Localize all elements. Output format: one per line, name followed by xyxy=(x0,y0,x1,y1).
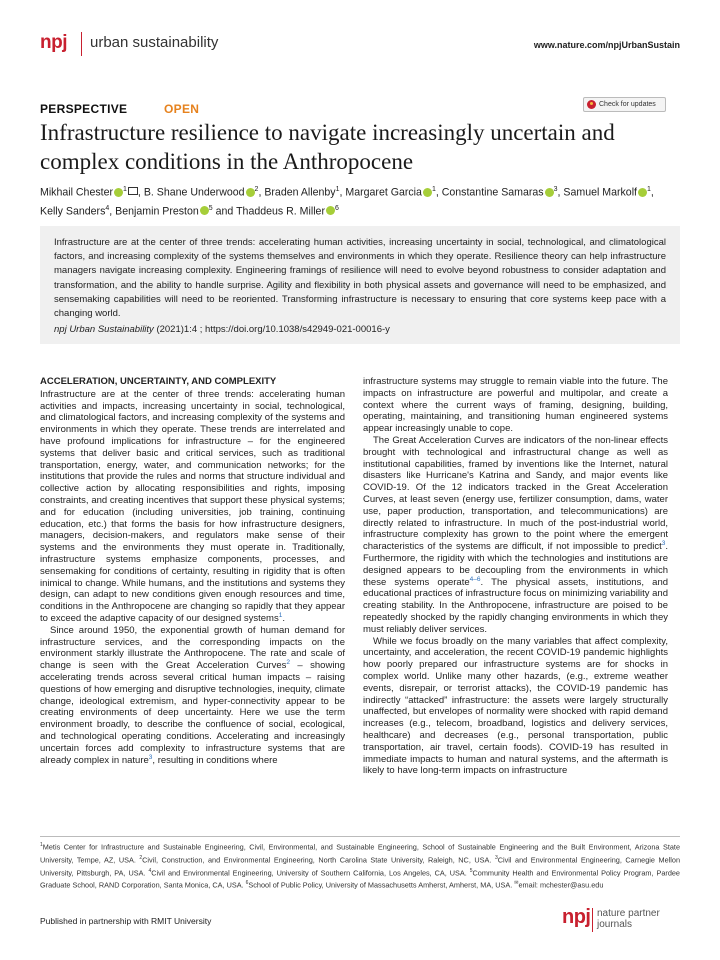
orcid-icon[interactable] xyxy=(638,188,647,197)
check-for-updates-label: Check for updates xyxy=(599,101,656,108)
author-list xyxy=(40,182,680,219)
author-name[interactable]: Kelly Sanders xyxy=(40,205,106,218)
mail-icon[interactable] xyxy=(128,187,138,195)
paragraph-text: . The physical assets, institutions, and educational practices of infrastructure focus on minimizing variability and creating stability. In the Anthropocene, infrastructure are poised to be repeatedly shocked by the rapidly changing environments in which they must reliably deliver services. xyxy=(363,576,669,635)
paragraph xyxy=(363,376,668,435)
author-affiliation-index: 1 xyxy=(431,186,436,193)
orcid-icon[interactable] xyxy=(326,206,335,215)
citation-journal: npj Urban Sustainability xyxy=(54,324,154,336)
footer-partner-text xyxy=(597,908,677,930)
article-type: PERSPECTIVE xyxy=(40,102,128,116)
reference-link[interactable]: 4–6 xyxy=(469,575,481,583)
affiliation-index: 5 xyxy=(469,867,473,874)
body-column-left xyxy=(40,376,345,766)
author-affiliation-index: 1 xyxy=(647,186,651,193)
paragraph-text: While we focus broadly on the many variables that affect complexity, uncertainty, and acceleration, the recent COVID-19 pandemic highlights how poorly prepared our infrastructure systems are for shocks in complex world. Unlike many other hazards, (e.g., extreme weather events, disrepair, or terrorist attacks), the COVID-19 pandemic has indirectly “attacked” infrastructure: the assets were largely structurally unaffected, but envelopes of normality were shocked with rapid demand increases (e.g., telecom, broadband, logistics and delivery services, healthcare) and decreases (e.g., personal transportation, public transportation, air travel, certain foods). COVID-19 has resulted in immediate impacts to human and natural systems, and the aftermath is likely to have long-term impacts on infrastructure xyxy=(363,635,668,777)
author-name[interactable]: Constantine Samaras xyxy=(441,186,544,199)
author-name[interactable]: Samuel Markolf xyxy=(563,186,637,199)
affiliation-index: 2 xyxy=(139,854,143,861)
paragraph-text: The Great Acceleration Curves are indicators of the non-linear effects brought with technological and infrastructural change as well as institutional capabilities, framed by inventions like the Internet, natural disasters like Hurricane's Katrina and Sandy, and major events like COVID-19. Of the 12 indicators tracked in the Great Acceleration Curves, at least seven (energy use, fertilizer consumption, dams, water use, paper production, transportation, and telecommunications) are directly related to infrastructure. In much of the post-industrial world, infrastructure complexity has grown to the point where the emergent characteristics of the systems are difficult, if not impossible to predict xyxy=(363,434,668,553)
affiliation-text: Civil and Environmental Engineering, Carnegie Mellon University, Pittsburgh, PA, USA. xyxy=(40,855,680,878)
paragraph-text: Infrastructure are at the center of three trends: accelerating human activities and impacts, increasing uncertainty in social, technological, and climatological factors, and increasing complexity of the systems and environments in which they operate. These trends are interrelated and have profound implications for infrastructure – for the engineered systems that deliver basic and critical services, such as traditional transportation, energy, water, and communication networks; for the institutions that provide the rules and norms that structure individual and collective action by allocating responsibilities and rights, imposing constraints, and creating incentives that support these physical systems; and for education (including universities, job training, continuing education, etc.) that forms the basis for how infrastructure designers, managers, decision-makers, and regulators make sense of their systems and the environments they must operate in. Traditionally, infrastructure systems emphasize components, processes, and sensemaking for conditions of certainty, resulting in rigidity that is often inimical to change. While humans, and the institutions and systems they design, can adapt to new conditions given enough resources and time, conditions in the Anthropocene are changing so rapidly that they appear to exceed the adaptive capacity of our designed systems xyxy=(40,388,345,624)
orcid-icon[interactable] xyxy=(246,188,255,197)
reference-link[interactable]: 1 xyxy=(278,611,283,619)
paragraph xyxy=(40,389,345,625)
author-affiliation-index: 3 xyxy=(553,186,558,193)
citation-details[interactable]: (2021)1:4 ; https://doi.org/10.1038/s42949-021-00016-y xyxy=(153,324,390,336)
orcid-icon[interactable] xyxy=(545,188,554,197)
author-name[interactable]: B. Shane Underwood xyxy=(143,186,245,199)
author-separator: , xyxy=(109,205,116,218)
reference-link[interactable]: 3 xyxy=(661,540,666,547)
orcid-icon[interactable] xyxy=(114,188,123,197)
affiliation-index: ✉ xyxy=(514,880,519,887)
open-access-label: OPEN xyxy=(164,102,200,116)
author-separator: and xyxy=(212,205,237,218)
reference-link[interactable]: 3 xyxy=(148,753,153,761)
author-separator: , xyxy=(435,186,442,199)
author-separator: , xyxy=(650,186,654,199)
affiliation-text: Civil, Construction, and Environmental Engineering, North Carolina State University, Raleigh, NC, USA. xyxy=(142,855,495,865)
author-affiliation-index: 4 xyxy=(105,204,110,212)
npj-logo: npj xyxy=(40,32,67,53)
title-line-1: Infrastructure resilience to navigate increasingly uncertain and xyxy=(40,120,615,145)
author-separator: , xyxy=(339,186,346,199)
body-column-right xyxy=(363,376,668,777)
journal-header xyxy=(40,30,680,56)
partner-line-1: nature partner xyxy=(597,908,660,919)
affiliations xyxy=(40,840,680,891)
section-heading: ACCELERATION, UNCERTAINTY, AND COMPLEXITY xyxy=(40,376,277,387)
paragraph xyxy=(363,636,668,778)
author-separator: , xyxy=(258,186,265,199)
title-line-2: complex conditions in the Anthropocene xyxy=(40,149,414,174)
author-affiliation-index: 1 xyxy=(335,186,340,193)
paragraph-text: . xyxy=(282,612,285,624)
orcid-icon[interactable] xyxy=(200,206,209,215)
author-separator: , xyxy=(557,186,564,199)
author-name[interactable]: Braden Allenby xyxy=(264,186,336,199)
author-name[interactable]: Thaddeus R. Miller xyxy=(236,205,325,218)
author-name[interactable]: Benjamin Preston xyxy=(115,205,199,218)
npj-footer-logo xyxy=(562,906,682,936)
affiliation-text: email: mchester@asu.edu xyxy=(518,880,604,890)
author-name[interactable]: Margaret Garcia xyxy=(345,186,422,199)
paragraph-text: infrastructure systems may struggle to remain viable into the future. The impacts on infrastructure are powerful and multipolar, and create a context where the current ways of framing, designing, building, operating, maintaining, and transitioning human engineered systems appear increasingly unable to cope. xyxy=(363,376,668,435)
check-for-updates-button[interactable] xyxy=(583,97,666,112)
crossmark-icon xyxy=(587,100,596,109)
affiliation-text: Community Health and Environmental Policy Program, Pardee Graduate School, RAND Corporation, Santa Monica, CA, USA. xyxy=(40,868,680,890)
paragraph-text: Since around 1950, the exponential growth of human demand for infrastructure services, and the corresponding impacts on the environment starkly illustrate the Anthropocene. The rate and scale of change is seen with the Great Acceleration Curves xyxy=(40,624,345,672)
abstract-text: Infrastructure are at the center of three trends: accelerating human activities, increasing uncertainty in social, technological, and climatological factors, and increasing complexity of the systems themselves and environments in which they operate. Resilience theory can help infrastructure managers navigate increasing complexity. Engineering framings of resilience will need to evolve beyond robustness to consider adaptation and transformation, and the ability to handle surprise. Agility and flexibility in both physical assets and governance will need to be emphasized, and sensemaking capabilities will need to be reoriented. Transforming infrastructure is necessary to ensuring that core systems keep pace with a changing world. xyxy=(54,237,666,320)
footer-logo-divider xyxy=(592,908,593,932)
orcid-icon[interactable] xyxy=(423,188,432,197)
author-affiliation-index: 2 xyxy=(254,186,259,193)
author-separator: , xyxy=(137,186,144,199)
author-affiliation-index: 1 xyxy=(123,186,127,193)
footer-npj-mark: npj xyxy=(562,906,591,928)
partner-line-2: journals xyxy=(597,919,633,930)
affiliation-index: 6 xyxy=(245,880,249,887)
affiliation-text: School of Public Policy, University of Massachusetts Amherst, Amherst, MA, USA. xyxy=(248,880,515,890)
affiliation-text: Civil and Environmental Engineering, University of Southern California, Los Angeles, CA, USA. xyxy=(151,868,470,878)
journal-url[interactable]: www.nature.com/npjUrbanSustain xyxy=(533,40,680,50)
journal-name: urban sustainability xyxy=(90,34,219,51)
article-title xyxy=(40,118,680,176)
paragraph-text: , resulting in conditions where xyxy=(152,754,278,766)
paragraph xyxy=(40,625,345,767)
footnote-divider xyxy=(40,836,680,837)
paragraph-text: . Furthermore, the rigidity with which the technologies and institutions are designed appears to be decoupling from the environments in which these systems operate xyxy=(363,541,668,588)
author-affiliation-index: 5 xyxy=(208,204,213,212)
header-divider xyxy=(81,32,82,56)
affiliation-text: Metis Center for Infrastructure and Sustainable Engineering, Civil, Environmental, and Sustainable Engineering, School of Sustainable Engineering and the Built Environment, Arizona State University, Tempe, AZ, USA. xyxy=(40,842,680,865)
published-note: Published in partnership with RMIT University xyxy=(40,916,212,926)
author-affiliation-index: 6 xyxy=(334,204,339,212)
paragraph-text: – showing accelerating trends across several critical human impacts – raising questions of how emerging and disruptive technologies, inequity, climate change, ideological extremism, and hyper-connectivity appear to be creating environments of deep uncertainty. Here we use the term environment broadly, to describe the confluence of social, ecological, and technological operating conditions. Accelerating and increasingly uncertain forces add complexity to infrastructure systems that are already complex in nature xyxy=(40,660,346,766)
reference-link[interactable]: 2 xyxy=(286,658,290,666)
affiliation-index: 3 xyxy=(494,854,498,861)
affiliation-index: 1 xyxy=(40,842,43,848)
author-name[interactable]: Mikhail Chester xyxy=(40,186,114,199)
citation xyxy=(54,323,666,337)
affiliation-index: 4 xyxy=(148,867,152,874)
paragraph xyxy=(363,435,668,636)
abstract-box xyxy=(40,226,680,344)
